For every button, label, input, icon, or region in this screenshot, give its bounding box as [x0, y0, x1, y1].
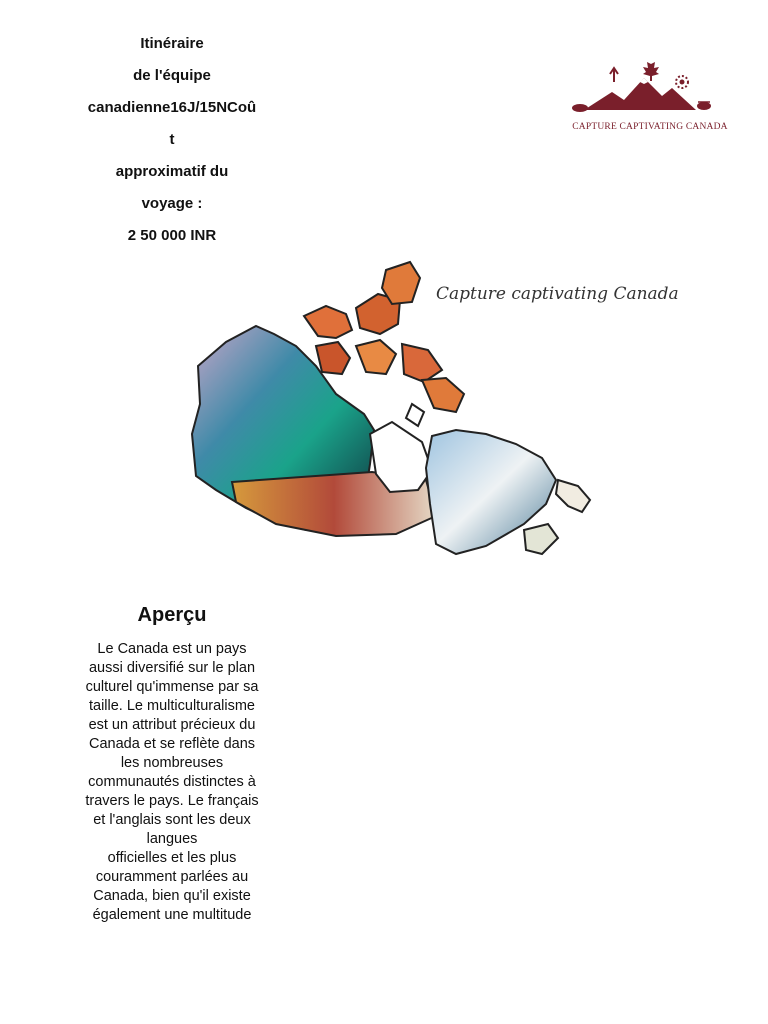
body-line: communautés distinctes à	[88, 774, 256, 790]
title-line: voyage :	[141, 195, 203, 212]
map-caption: Capture captivating Canada	[436, 284, 679, 304]
body-line: est un attribut précieux du	[88, 717, 256, 733]
body-line: également une multitude	[92, 907, 252, 923]
title-line: 2 50 000 INR	[127, 227, 217, 244]
body-line: Canada et se reflète dans	[88, 736, 256, 752]
body-line: Canada, bien qu'il existe	[93, 888, 251, 904]
section-title: Aperçu	[137, 604, 207, 626]
body-line: couramment parlées au	[95, 869, 249, 885]
title-line: t	[169, 131, 175, 148]
body-line: aussi diversifié sur le plan	[88, 660, 256, 676]
brand-logo	[566, 52, 734, 136]
document-title	[72, 28, 272, 252]
body-line: officielles et les plus	[107, 850, 237, 866]
title-line: canadienne16J/15NCoû	[87, 99, 257, 116]
title-line: de l'équipe	[133, 67, 211, 84]
body-line: Le Canada est un pays	[97, 641, 247, 657]
canada-map-collage	[186, 254, 679, 604]
body-line: culturel qu'immense par sa	[85, 679, 259, 695]
title-line: Itinéraire	[140, 35, 204, 52]
body-line: les nombreuses	[120, 755, 224, 771]
body-line: taille. Le multiculturalisme	[88, 698, 255, 714]
body-line: travers le pays. Le français	[85, 793, 259, 809]
logo-text: CAPTURE CAPTIVATING CANADA	[572, 122, 728, 132]
title-line: approximatif du	[115, 163, 229, 180]
canada-map-icon	[186, 254, 666, 604]
section-body	[72, 640, 272, 925]
mountain-logo-icon	[566, 52, 734, 122]
body-line: et l'anglais sont les deux	[93, 812, 251, 828]
body-line: langues	[146, 831, 198, 847]
